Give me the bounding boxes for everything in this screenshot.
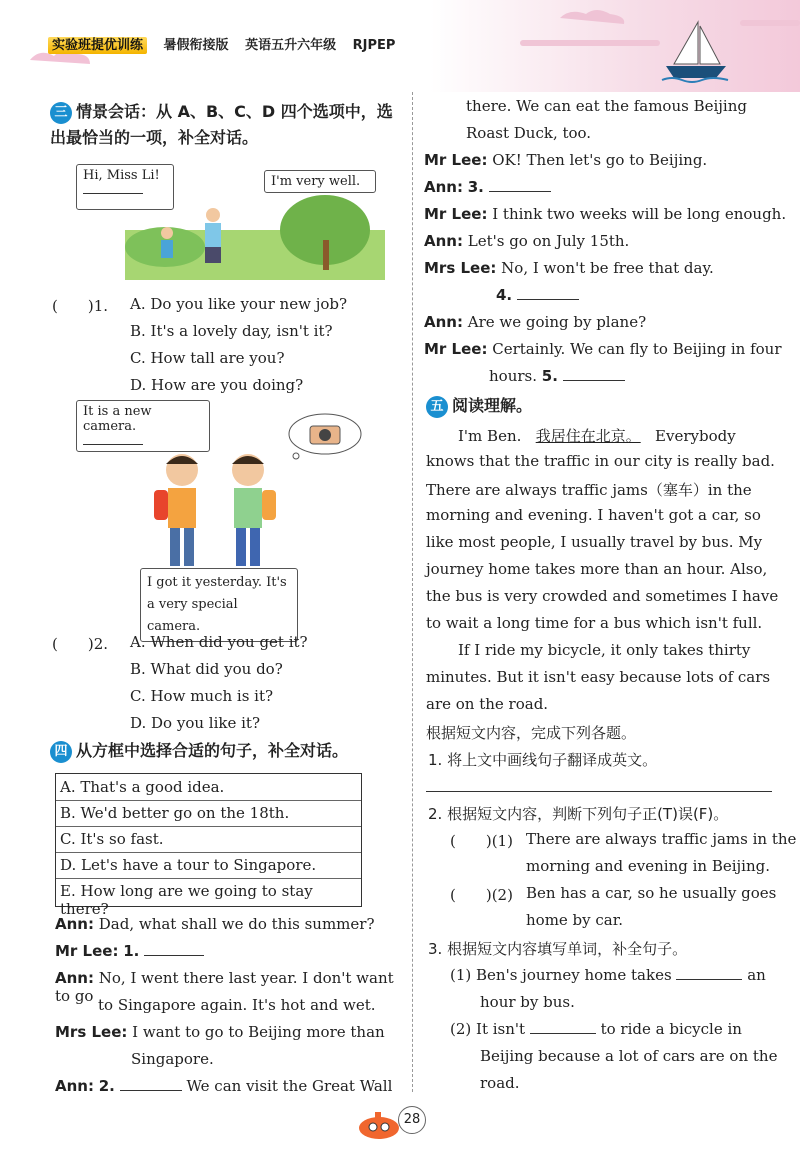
section3-title-line2: 出最恰当的一项，补全对话。 bbox=[50, 128, 259, 147]
dialogue-line-7: Ann: 2. We can visit the Great Wall bbox=[55, 1077, 393, 1095]
header-brand: 实验班提优训练 bbox=[48, 37, 147, 54]
right-dialogue-11: hours. 5. bbox=[489, 367, 625, 385]
section5-title bbox=[426, 393, 532, 418]
header-title bbox=[48, 34, 407, 53]
q3-item1-line1: (1) Ben's journey home takes an bbox=[450, 966, 766, 984]
header-edition: 暑假衔接版 bbox=[163, 38, 229, 53]
section5-q1: 1. 将上文中画线句子翻译成英文。 bbox=[428, 751, 658, 769]
passage-line-11: are on the road. bbox=[426, 695, 549, 713]
q2-option-d: D. Do you like it? bbox=[130, 714, 260, 732]
passage-line-9: If I ride my bicycle, it only takes thirty bbox=[458, 641, 751, 659]
right-dialogue-4: Ann: 3. bbox=[424, 178, 551, 196]
passage-line-8: to wait a long time for a bus which isn't full. bbox=[426, 614, 763, 632]
q2-item2-line2: home by car. bbox=[526, 911, 624, 929]
passage-line-6: journey home takes more than an hour. Also, bbox=[426, 560, 768, 578]
q2-item1-line2: morning and evening in Beijing. bbox=[526, 857, 771, 875]
right-dialogue-7: Mrs Lee: No, I won't be free that day. bbox=[424, 259, 714, 277]
q2-item1-label: ( )(1) bbox=[450, 832, 513, 850]
dialogue-line-3: Ann: No, I went there last year. I don't want to go bbox=[55, 969, 394, 1005]
q2-item2-label: ( )(2) bbox=[450, 886, 513, 904]
page-header bbox=[0, 0, 800, 92]
section3-badge: 三 bbox=[50, 102, 72, 124]
underlined-sentence: 我居住在北京。 bbox=[535, 427, 641, 445]
right-dialogue-5: Mr Lee: I think two weeks will be long enough. bbox=[424, 205, 787, 223]
section5-title-text: 阅读理解。 bbox=[452, 396, 533, 415]
options-box bbox=[55, 773, 362, 918]
q2-item1-line1: There are always traffic jams in the bbox=[526, 830, 797, 848]
passage-line-7: the bus is very crowded and sometimes I have bbox=[426, 587, 779, 605]
column-divider bbox=[412, 92, 413, 1092]
box-divider bbox=[56, 852, 361, 853]
submarine-icon bbox=[355, 1108, 403, 1142]
passage-line-4: morning and evening. I haven't got a car, so bbox=[426, 506, 761, 524]
header-version: RJPEP bbox=[352, 38, 396, 53]
bubble-1-blank bbox=[83, 193, 143, 194]
bubble-1-text: Hi, Miss Li! bbox=[83, 168, 160, 183]
box-option-b: B. We'd better go on the 18th. bbox=[60, 804, 290, 822]
section5-q3: 3. 根据短文内容填写单词，补全句子。 bbox=[428, 940, 688, 958]
two-boys-illustration bbox=[140, 450, 290, 570]
dialogue-line-4: to Singapore again. It's hot and wet. bbox=[98, 996, 376, 1014]
q2-label: ( )2. bbox=[52, 635, 109, 653]
q3-item2-line2: Beijing because a lot of cars are on the bbox=[480, 1047, 778, 1065]
bubble-4-line2: a very special camera. bbox=[147, 597, 238, 634]
right-dialogue-6: Ann: Let's go on July 15th. bbox=[424, 232, 630, 250]
passage-line-2: knows that the traffic in our city is really bad. bbox=[426, 452, 775, 470]
q1-option-a: A. Do you like your new job? bbox=[130, 295, 348, 313]
dialogue-line-6: Singapore. bbox=[131, 1050, 214, 1068]
box-option-e: E. How long are we going to stay there? bbox=[60, 882, 313, 918]
q1-option-b: B. It's a lovely day, isn't it? bbox=[130, 322, 333, 340]
right-dialogue-3: Mr Lee: OK! Then let's go to Beijing. bbox=[424, 151, 708, 169]
bubble-3-blank bbox=[83, 444, 143, 445]
q3-item2-line1: (2) It isn't to ride a bicycle in bbox=[450, 1020, 742, 1038]
right-dialogue-10: Mr Lee: Certainly. We can fly to Beijing in four bbox=[424, 340, 782, 358]
section5-instruction: 根据短文内容，完成下列各题。 bbox=[426, 724, 637, 742]
bubble-4-line1: I got it yesterday. It's bbox=[147, 575, 287, 590]
box-divider bbox=[56, 826, 361, 827]
section3-title-line1: 情景会话：从 A、B、C、D 四个选项中，选 bbox=[76, 102, 393, 121]
speech-bubble-3 bbox=[76, 400, 210, 452]
bubble-2-text: I'm very well. bbox=[271, 174, 361, 189]
passage-line-5: like most people, I usually travel by bus. My bbox=[426, 533, 763, 551]
section4-title-text: 从方框中选择合适的句子，补全对话。 bbox=[76, 741, 349, 760]
q3-item2-line3: road. bbox=[480, 1074, 520, 1092]
q2-option-a: A. When did you get it? bbox=[130, 633, 308, 651]
sailboat-icon bbox=[660, 18, 730, 84]
speech-bubble-4 bbox=[140, 568, 298, 642]
box-option-a: A. That's a good idea. bbox=[60, 778, 225, 796]
q2-item2-line1: Ben has a car, so he usually goes bbox=[526, 884, 777, 902]
q2-option-c: C. How much is it? bbox=[130, 687, 274, 705]
q1-label: ( )1. bbox=[52, 297, 109, 315]
header-subject: 英语五升六年级 bbox=[245, 38, 337, 53]
bubble-3-text: It is a new camera. bbox=[83, 404, 152, 434]
speech-bubble-2 bbox=[264, 170, 376, 193]
passage-line-1: I'm Ben. 我居住在北京。 Everybody bbox=[458, 427, 736, 445]
section5-badge: 五 bbox=[426, 396, 448, 418]
page-number: 28 bbox=[398, 1106, 426, 1134]
dialogue-line-1: Ann: Dad, what shall we do this summer? bbox=[55, 915, 375, 933]
q1-option-d: D. How are you doing? bbox=[130, 376, 304, 394]
dialogue-line-2: Mr Lee: 1. bbox=[55, 942, 204, 960]
right-dialogue-9: Ann: Are we going by plane? bbox=[424, 313, 647, 331]
section5-q2: 2. 根据短文内容，判断下列句子正(T)误(F)。 bbox=[428, 805, 729, 823]
q3-item1-line2: hour by bus. bbox=[480, 993, 575, 1011]
box-divider bbox=[56, 800, 361, 801]
right-dialogue-1: there. We can eat the famous Beijing bbox=[466, 97, 747, 115]
section3-title bbox=[50, 99, 410, 151]
thought-bubble-camera bbox=[286, 410, 364, 462]
box-divider bbox=[56, 878, 361, 879]
speech-bubble-1 bbox=[76, 164, 174, 210]
q2-option-b: B. What did you do? bbox=[130, 660, 283, 678]
box-option-d: D. Let's have a tour to Singapore. bbox=[60, 856, 317, 874]
right-dialogue-8: 4. bbox=[496, 286, 579, 304]
q1-option-c: C. How tall are you? bbox=[130, 349, 285, 367]
q1-answer-line bbox=[426, 791, 772, 792]
section4-title bbox=[50, 738, 410, 763]
section4-badge: 四 bbox=[50, 741, 72, 763]
passage-line-3: There are always traffic jams（塞车）in the bbox=[426, 481, 752, 499]
passage-line-10: minutes. But it isn't easy because lots of cars bbox=[426, 668, 771, 686]
dialogue-line-5: Mrs Lee: I want to go to Beijing more than bbox=[55, 1023, 385, 1041]
right-dialogue-2: Roast Duck, too. bbox=[466, 124, 592, 142]
box-option-c: C. It's so fast. bbox=[60, 830, 164, 848]
